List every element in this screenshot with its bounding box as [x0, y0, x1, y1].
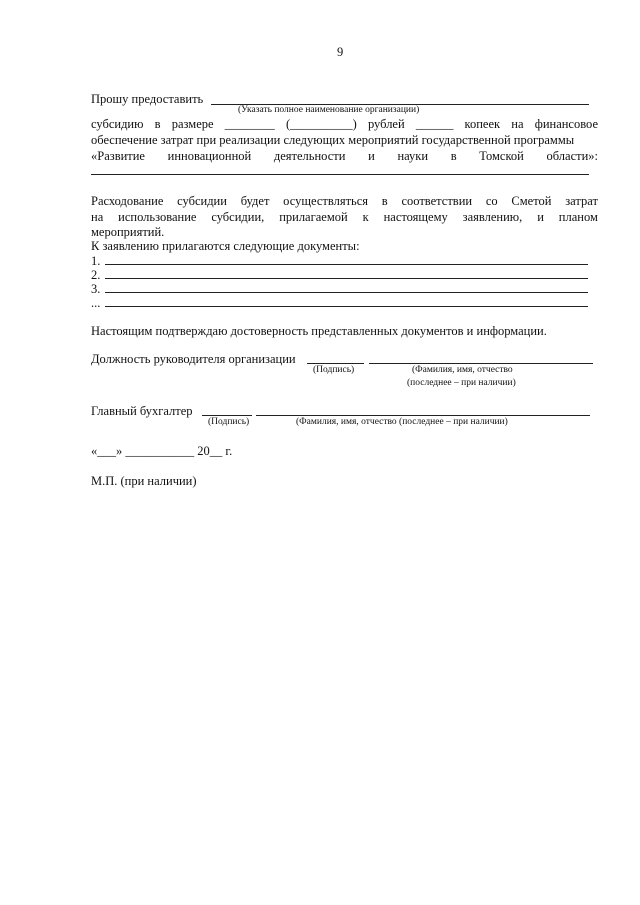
head-name-line[interactable]: [369, 363, 593, 364]
request-line-2-word: ________: [224, 117, 275, 131]
expenditure-line-2-word: к: [362, 210, 369, 224]
document-item-3-label: 3.: [91, 282, 101, 296]
request-line-4-word: «Развитие: [91, 149, 145, 163]
head-label: Должность руководителя организации: [91, 352, 296, 366]
expenditure-line-3: мероприятий.: [91, 225, 165, 239]
accountant-signature-caption: (Подпись): [208, 417, 250, 427]
org-name-caption: (Указать полное наименование организации): [238, 105, 420, 115]
expenditure-line-1-word: со: [485, 194, 498, 208]
expenditure-line-1-word: затрат: [565, 194, 598, 208]
expenditure-line-1-word: субсидии: [177, 194, 227, 208]
expenditure-line-2: [91, 210, 598, 224]
document-item-3-line[interactable]: [105, 292, 588, 293]
accountant-name-line[interactable]: [256, 415, 590, 416]
head-signature-caption: (Подпись): [313, 365, 355, 375]
request-line-2-word: (__________): [285, 117, 357, 131]
expenditure-line-1-word: в: [381, 194, 388, 208]
expenditure-line-2-word: планом: [558, 210, 598, 224]
page-number: 9: [337, 45, 344, 59]
expenditure-line-2-word: настоящему: [383, 210, 448, 224]
expenditure-line-2-word: на: [91, 210, 104, 224]
document-item-more-label: ...: [91, 296, 101, 310]
head-signature-line[interactable]: [307, 363, 364, 364]
expenditure-line-1-word: соответствии: [401, 194, 473, 208]
request-line-2-word: рублей: [367, 117, 405, 131]
request-line-2-word: финансовое: [534, 117, 598, 131]
request-line-2-word: в: [154, 117, 161, 131]
request-line-4-word: в: [450, 149, 457, 163]
expenditure-line-2-word: субсидии,: [211, 210, 265, 224]
expenditure-line-2-word: и: [537, 210, 544, 224]
expenditure-line-2-word: прилагаемой: [279, 210, 348, 224]
expenditure-line-1-word: Сметой: [511, 194, 552, 208]
document-item-1-line[interactable]: [105, 264, 588, 265]
request-line-2-word: копеек: [464, 117, 501, 131]
expenditure-line-2-word: заявлению,: [462, 210, 523, 224]
request-line-4-word: Томской: [479, 149, 524, 163]
request-line-2-word: размере: [171, 117, 214, 131]
head-name-caption-2: (последнее – при наличии): [407, 378, 516, 388]
document-item-more-line[interactable]: [105, 306, 588, 307]
expenditure-line-1-word: Расходование: [91, 194, 164, 208]
accountant-label: Главный бухгалтер: [91, 404, 193, 418]
request-line-2: [91, 117, 598, 131]
request-line-3: обеспечение затрат при реализации следующих мероприятий государственной программы: [91, 133, 575, 147]
expenditure-line-1: [91, 194, 598, 208]
request-line-4-word: инновационной: [167, 149, 252, 163]
confirmation-text: Настоящим подтверждаю достоверность представленных документов и информации.: [91, 324, 547, 338]
request-lead: Прошу предоставить: [91, 92, 204, 106]
head-name-caption-1: (Фамилия, имя, отчество: [412, 365, 513, 375]
expenditure-line-1-word: будет: [240, 194, 270, 208]
expenditure-line-1-word: осуществляться: [283, 194, 369, 208]
request-line-4-word: науки: [397, 149, 429, 163]
seal-text: М.П. (при наличии): [91, 474, 197, 488]
request-line-4-word: и: [368, 149, 375, 163]
request-line-2-word: субсидию: [91, 117, 144, 131]
date-line[interactable]: «___» ___________ 20__ г.: [91, 444, 233, 458]
accountant-name-caption: (Фамилия, имя, отчество (последнее – при наличии): [296, 417, 508, 427]
request-line-4-word: деятельности: [273, 149, 346, 163]
accountant-signature-line[interactable]: [202, 415, 252, 416]
request-line-2-word: ______: [415, 117, 454, 131]
documents-heading: К заявлению прилагаются следующие документы:: [91, 239, 360, 253]
request-blank-line[interactable]: [91, 174, 589, 175]
request-line-4-word: области»:: [546, 149, 598, 163]
document-item-1-label: 1.: [91, 254, 101, 268]
document-item-2-label: 2.: [91, 268, 101, 282]
request-line-4: [91, 149, 598, 163]
document-item-2-line[interactable]: [105, 278, 588, 279]
request-line-2-word: на: [511, 117, 524, 131]
expenditure-line-2-word: использование: [118, 210, 197, 224]
